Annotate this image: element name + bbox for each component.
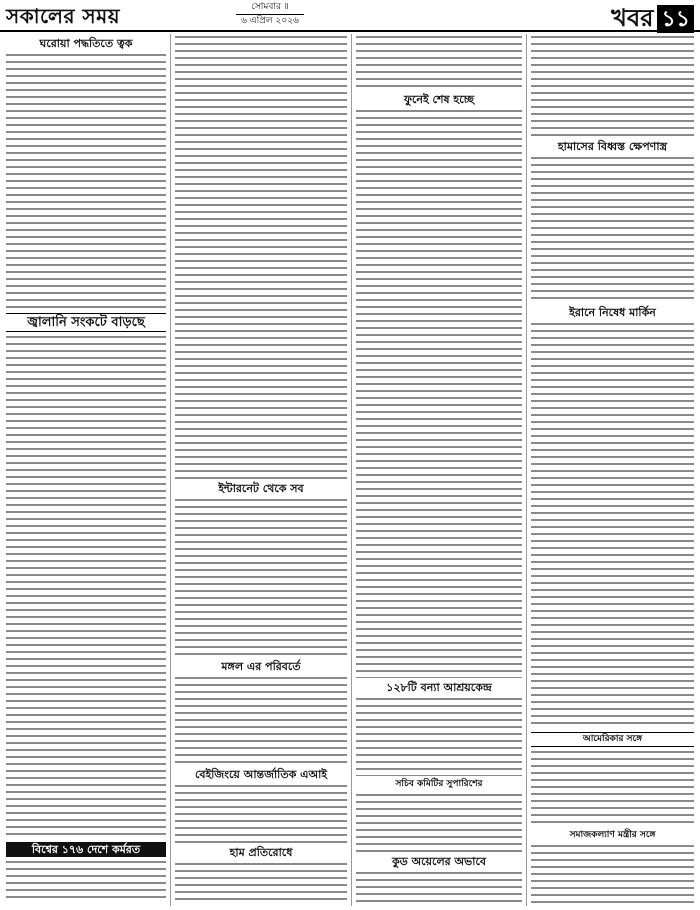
headline-flood-shelters: ১২৮টি বন্যা আশ্রয়কেন্দ্র xyxy=(386,681,492,694)
headline-with-america: আমেরিকার সঙ্গে xyxy=(531,732,694,747)
article-body xyxy=(356,34,522,90)
article-body xyxy=(175,34,347,479)
headline-hamas-missile: হামাসের বিধ্বস্ত ক্ষেপণাস্ত্র xyxy=(557,140,668,153)
headline-skin-care: ঘরোয়া পদ্ধতিতে ত্বক xyxy=(39,37,133,50)
article-body xyxy=(356,696,522,776)
headline-tuesday-change: মঙ্গল এর পরিবর্তে xyxy=(221,660,301,673)
headline-176-countries: বিশ্বের ১৭৬ দেশে কর্মরত xyxy=(6,842,166,857)
issue-date-block xyxy=(230,1,310,28)
article-body xyxy=(6,859,166,899)
column-2 xyxy=(175,34,347,906)
headline-internet: ইন্টারনেট থেকে সব xyxy=(218,482,304,495)
column-divider xyxy=(170,34,171,906)
article-body xyxy=(531,155,694,303)
article-body xyxy=(175,497,347,657)
column-divider xyxy=(526,34,527,906)
paper-name: সকালের সময় xyxy=(6,4,121,28)
article-body xyxy=(531,34,694,137)
article-body xyxy=(6,52,166,310)
column-3 xyxy=(356,34,522,906)
page-number: ১১ xyxy=(657,5,694,33)
headline-social-welfare: সমাজকল্যাণ মন্ত্রীর সঙ্গে xyxy=(569,830,656,840)
masthead xyxy=(0,0,700,32)
headline-june-end: ফুনেই শেষ হচ্ছে xyxy=(403,93,475,106)
article-body xyxy=(6,334,166,839)
column-4 xyxy=(531,34,694,906)
article-body xyxy=(531,321,694,729)
headline-iran-ban: ইরানে নিষেধ মার্কিন xyxy=(569,306,656,319)
article-body xyxy=(356,108,522,678)
headline-energy-crisis: জ্বালানি সংকটে বাড়ছে xyxy=(6,313,166,332)
column-1 xyxy=(6,34,166,906)
column-divider xyxy=(351,34,352,906)
article-body xyxy=(175,861,347,901)
issue-date: ৬ এপ্রিল ২০২৬ xyxy=(241,16,299,26)
article-body xyxy=(531,843,694,906)
headline-secretary-committee: সচিব কমিটির সুপারিশের xyxy=(395,779,483,789)
article-body xyxy=(356,870,522,906)
headline-crude-oil: কুড অয়েলের অভাবে xyxy=(391,855,486,868)
article-body xyxy=(531,749,694,827)
article-body xyxy=(356,792,522,852)
issue-day: সোমবার ॥ xyxy=(251,2,289,12)
article-body xyxy=(175,783,347,843)
article-body xyxy=(175,675,347,765)
section-name: খবর xyxy=(611,3,654,32)
headline-beijing-ai: বেইজিংয়ে আন্তর্জাতিক এআই xyxy=(194,768,328,781)
headline-measles: হাম প্রতিরোধে xyxy=(229,846,293,859)
